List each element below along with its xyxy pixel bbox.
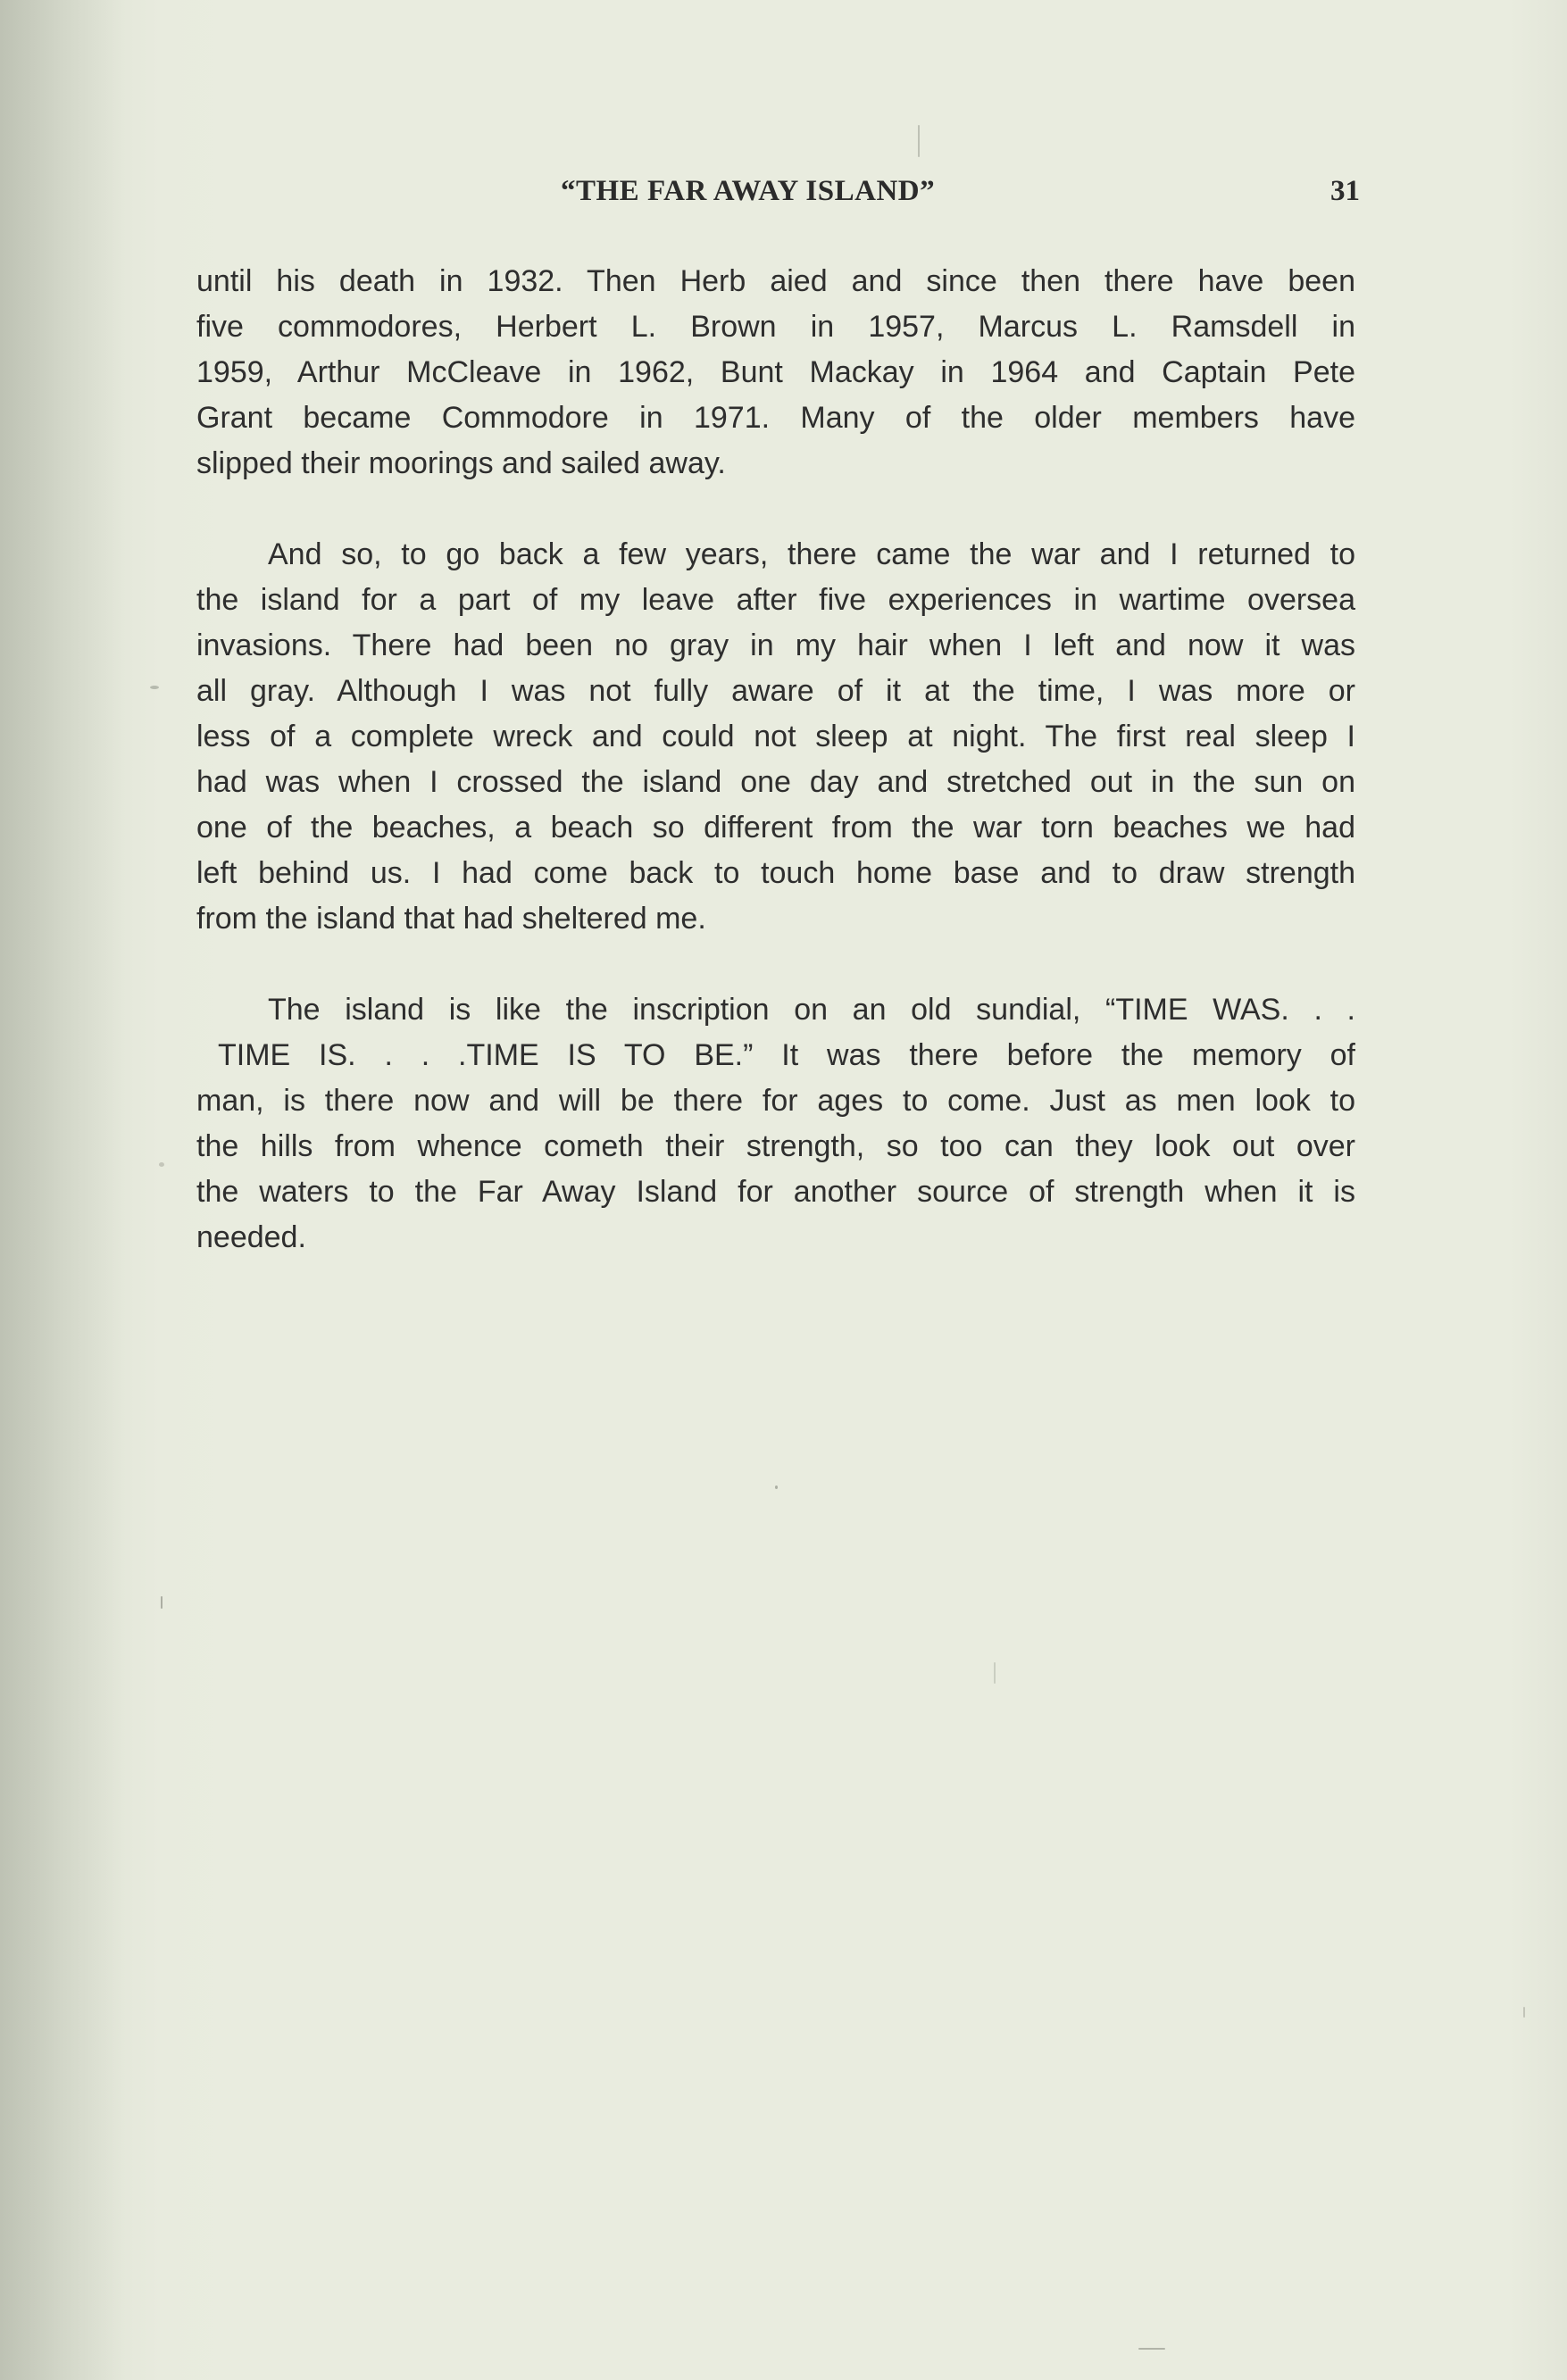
- text-line: 1959, Arthur McCleave in 1962, Bunt Mackay in 1964 and Captain Pete: [196, 355, 1355, 389]
- paper-speck: [150, 686, 159, 689]
- page-header: [0, 175, 1567, 220]
- running-head: “THE FAR AWAY ISLAND”: [561, 175, 936, 207]
- text-line: needed.: [196, 1220, 306, 1254]
- paper-speck: [161, 1596, 163, 1609]
- text-line: left behind us. I had come back to touch home base and to draw strength: [196, 856, 1355, 890]
- text-line: all gray. Although I was not fully aware of it at the time, I was more or: [196, 674, 1355, 708]
- paper-speck: [1138, 2348, 1165, 2350]
- text-line: the hills from whence cometh their strength, so too can they look out over: [196, 1129, 1355, 1163]
- text-line: the waters to the Far Away Island for another source of strength when it is: [196, 1175, 1355, 1209]
- text-line: from the island that had sheltered me.: [196, 902, 706, 936]
- text-line: TIME IS. . . .TIME IS TO BE.” It was there before the memory of: [218, 1038, 1355, 1072]
- paper-speck: [775, 1485, 778, 1489]
- paper-speck: [159, 1162, 164, 1167]
- text-line: the island for a part of my leave after five experiences in wartime oversea: [196, 583, 1355, 617]
- text-line: Grant became Commodore in 1971. Many of the older members have: [196, 401, 1355, 435]
- paragraph-1: [196, 259, 1355, 487]
- text-line: until his death in 1932. Then Herb aied and since then there have been: [196, 264, 1355, 298]
- text-line: slipped their moorings and sailed away.: [196, 446, 726, 480]
- text-line: man, is there now and will be there for ages to come. Just as men look to: [196, 1084, 1355, 1118]
- text-line: five commodores, Herbert L. Brown in 1957, Marcus L. Ramsdell in: [196, 310, 1355, 344]
- paragraph-2: [196, 532, 1355, 942]
- body-text: [196, 259, 1355, 1306]
- page-number: 31: [1330, 175, 1360, 207]
- paper-speck: [918, 125, 920, 157]
- paper-speck: [1523, 2007, 1525, 2018]
- text-line: invasions. There had been no gray in my hair when I left and now it was: [196, 628, 1355, 662]
- binding-shadow: [0, 0, 125, 2380]
- text-line: had was when I crossed the island one day and stretched out in the sun on: [196, 765, 1355, 799]
- text-line: The island is like the inscription on an old sundial, “TIME WAS. . .: [268, 993, 1355, 1027]
- paragraph-3: [196, 987, 1355, 1261]
- paper-speck: [994, 1662, 996, 1684]
- text-line: one of the beaches, a beach so different from the war torn beaches we had: [196, 811, 1355, 845]
- text-line: And so, to go back a few years, there came the war and I returned to: [268, 537, 1355, 571]
- text-line: less of a complete wreck and could not sleep at night. The first real sleep I: [196, 720, 1355, 753]
